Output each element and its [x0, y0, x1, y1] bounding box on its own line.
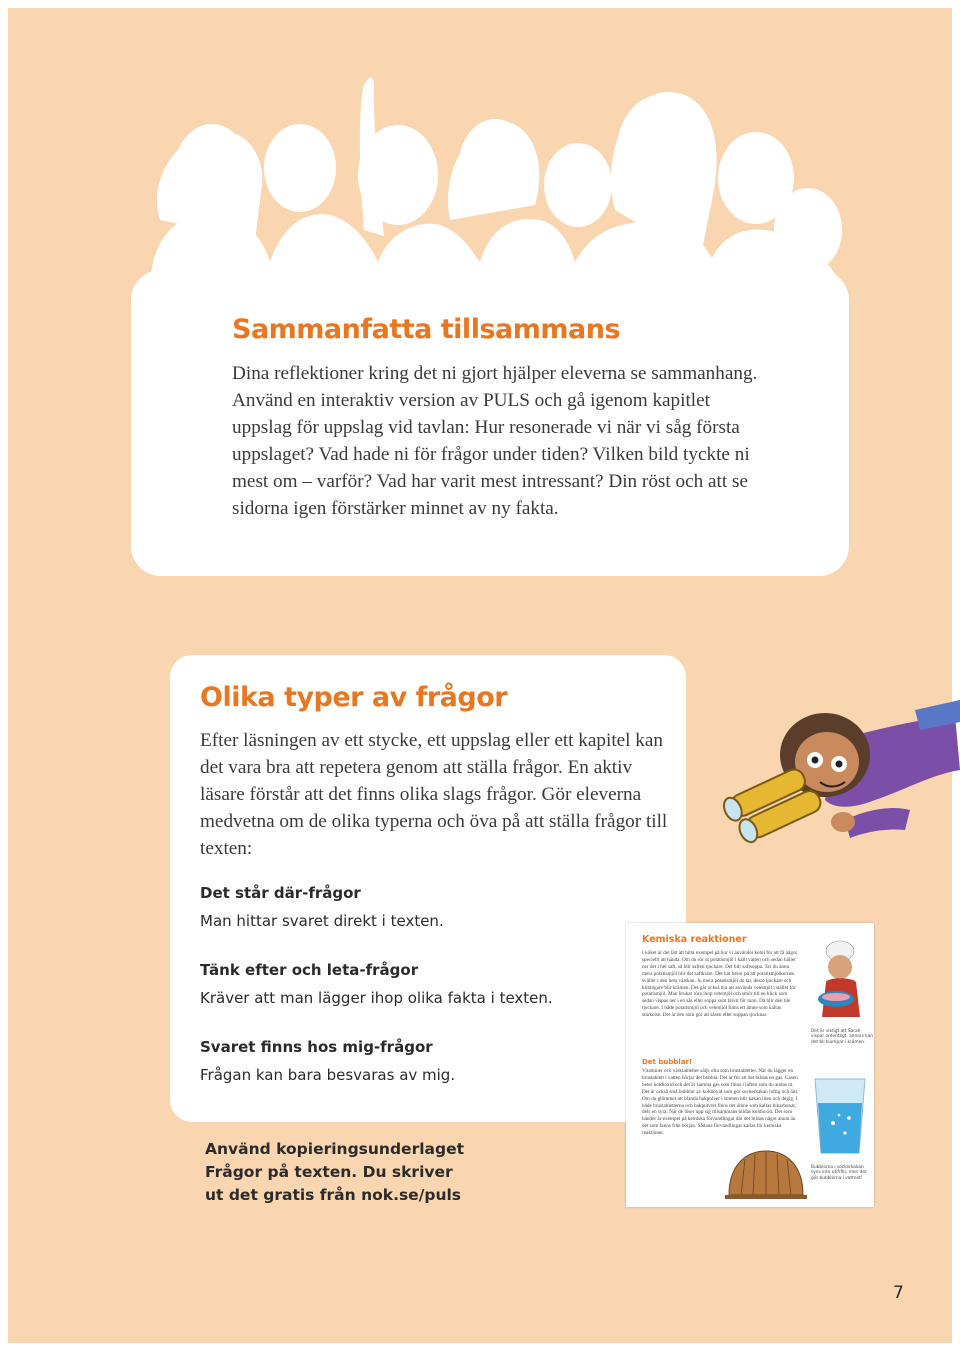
page-number: 7	[893, 1283, 904, 1303]
thumbnail-body-2: Vitaminer och värktabletter säljs ofta som brustabletter. När du lägger en brustablett i vatten börjar det bubbla. Det är för att det bildas en gas. Gasen heter koldioxid och det är samma gas som finns i luften som du andas ut. Det är också små bubblor av koldioxid som gör sockerkakan luftig och lätt. Om du glömmer att blanda bakpulver i smeten blir kakan liten och degig. I både brustabletterna och bakpulvret finns det ämne som kallas bikarbonat, dels en syra. När de löser upp sig tillsammans bildas koldioxid. Det som händer är exempel på kemiska förvandlingar där det bildas något annat än det som fanns från början. Sådana förvandlingar kallas för kemiska reaktioner.	[642, 1068, 799, 1137]
worksheet-thumbnail	[626, 923, 874, 1207]
question-type-title: Tänk efter och leta-frågor	[200, 961, 419, 979]
cooking-girl-illustration	[806, 937, 870, 1027]
thumbnail-caption: Bubblorna i sockerkakan syns inte utifrån, men det gör bubblorna i vattnet!	[811, 1165, 867, 1181]
girl-with-binoculars-illustration	[715, 700, 960, 860]
question-type-description: Frågan kan bara besvaras av mig.	[200, 1066, 456, 1084]
thumbnail-subtitle: Det bubblar!	[642, 1058, 693, 1066]
water-glass-illustration	[809, 1073, 871, 1159]
sponge-cake-illustration	[721, 1145, 811, 1203]
question-type-description: Man hittar svaret direkt i texten.	[200, 912, 444, 930]
question-type-description: Kräver att man lägger ihop olika fakta i texten.	[200, 989, 553, 1007]
question-types-intro: Efter läsningen av ett stycke, ett uppslag eller ett kapitel kan det vara bra att repetera genom att ställa frågor. En aktiv läsare förstår att det finns olika slags frågor. Gör eleverna medvetna om de olika typerna och öva på att ställa frågor till texten:	[200, 730, 668, 859]
copy-material-note: Använd kopieringsunderlaget Frågor på texten. Du skriver ut det gratis från nok.se/puls	[205, 1140, 465, 1204]
question-types-title: Olika typer av frågor	[200, 682, 508, 713]
question-type-title: Det står där-frågor	[200, 884, 361, 902]
thumbnail-body: I köket är det lätt att hitta exempel på hur vi använder kemi för att få något speciellt att hända. Om du rör ut potatismjöl i kallt vatten och sedan häller ner det i het saft, så blir saften tjockare. Det blir saftsoppa. Tar du ännu mera potatismjöl blir det saftkräm. Det här beror på att potatismjölkornen sväller i den heta vätskan. Ju mera potatismjöl du tar, desto tjockare och klibbigare blir krämen. Det går också bra att använda vetemjöl i stället för potatismjöl. Man brukar röra ihop vetemjöl och smör till en klick som sedan vispas ner i en sås eller soppa som blivit för tunn. Då blir den lite tjockare. I både potatismjöl och vetemjöl finns ett ämne som kallas stärkelse. Det är den som gör att såsen eller soppan tjocknar.	[642, 950, 797, 1019]
question-type-title: Svaret finns hos mig-frågor	[200, 1038, 433, 1056]
thumbnail-caption: Det är viktigt att Sarah vispar ordentligt, annars kan det bli klumpar i krämen.	[811, 1029, 873, 1045]
summary-title: Sammanfatta tillsammans	[232, 314, 621, 345]
summary-body: Dina reflektioner kring det ni gjort hjälper eleverna se sammanhang. Använd en interaktiv version av PULS och gå igenom kapitlet uppslag för uppslag vid tavlan: Hur resonerade vi när vi såg första uppslaget? Vad hade ni för frågor under tiden? Vilken bild tyckte ni mest om – varför? Vad har varit mest intressant? Din röst och att se sidorna igen förstärker minnet av ny fakta.	[232, 363, 758, 519]
thumbnail-title: Kemiska reaktioner	[642, 934, 747, 945]
